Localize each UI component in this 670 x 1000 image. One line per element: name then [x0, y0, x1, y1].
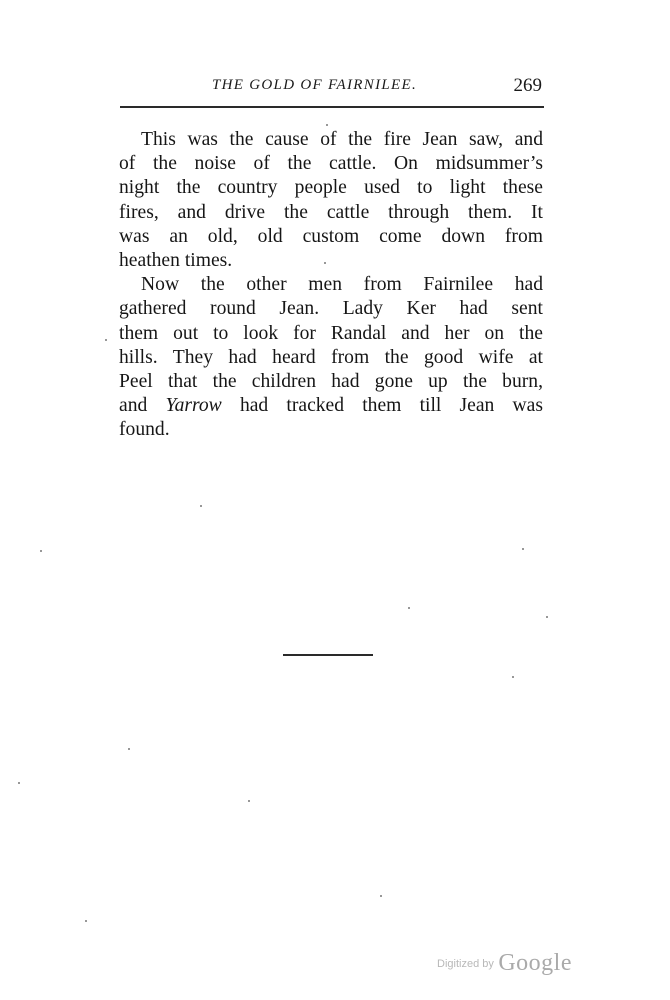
body-text	[119, 128, 543, 443]
text-line: them out to look for Randal and her on the	[119, 322, 543, 344]
scan-speck	[105, 339, 107, 341]
scan-speck	[512, 676, 514, 678]
text-line: was an old, old custom come down from	[119, 225, 543, 247]
page-number: 269	[513, 75, 542, 96]
digitized-watermark	[437, 950, 572, 977]
chapter-end-rule	[283, 654, 373, 656]
scan-speck	[18, 782, 20, 784]
scan-speck	[546, 616, 548, 618]
text-line: night the country people used to light these	[119, 177, 543, 199]
paragraph-2	[119, 273, 543, 442]
text-line: heathen times.	[119, 250, 233, 272]
text-line: gathered round Jean. Lady Ker had sent	[119, 298, 543, 320]
text-line: This was the cause of the fire Jean saw, and	[141, 129, 543, 150]
scan-speck	[324, 262, 326, 264]
dog-name-yarrow: Yarrow	[165, 395, 222, 417]
scan-speck	[326, 124, 328, 126]
paragraph-1	[119, 128, 543, 273]
text-line: fires, and drive the cattle through them. It	[119, 201, 543, 223]
text-line: of the noise of the cattle. On midsummer’s	[119, 153, 543, 175]
scan-speck	[40, 550, 42, 552]
text-fragment: and	[119, 395, 148, 417]
scan-speck	[200, 505, 202, 507]
scan-speck	[128, 748, 130, 750]
header-rule	[120, 106, 544, 108]
running-title: THE GOLD OF FAIRNILEE.	[212, 77, 417, 93]
scan-speck	[522, 548, 524, 550]
text-line: hills. They had heard from the good wife at	[119, 346, 543, 368]
digitized-prefix: Digitized by	[437, 958, 494, 970]
scan-speck	[85, 920, 87, 922]
text-line: Now the other men from Fairnilee had	[141, 274, 543, 296]
text-line: Peel that the children had gone up the burn,	[119, 371, 543, 393]
running-head	[120, 77, 544, 103]
text-fragment: had tracked them till Jean was	[239, 395, 543, 417]
text-line: found.	[119, 419, 170, 441]
scan-speck	[380, 895, 382, 897]
google-logo: Google	[498, 950, 572, 976]
scan-speck	[408, 607, 410, 609]
text-line	[119, 394, 543, 418]
scan-speck	[248, 800, 250, 802]
